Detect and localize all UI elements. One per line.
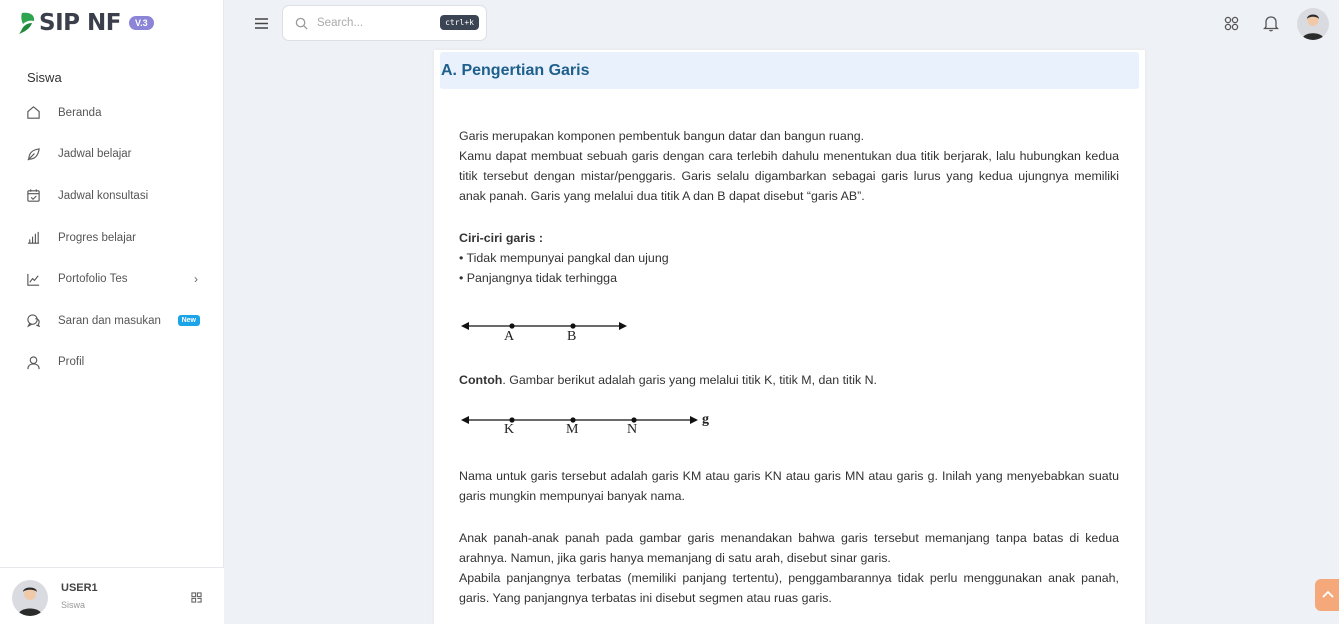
apps-icon[interactable] — [1224, 16, 1239, 31]
logo[interactable] — [18, 10, 154, 36]
version-badge: V.3 — [129, 16, 154, 30]
contoh-rest: . Gambar berikut adalah garis yang melalui titik K, titik M, dan titik N. — [502, 373, 877, 387]
user-icon — [26, 355, 41, 370]
sidebar-item-jadwal-konsultasi[interactable] — [0, 175, 224, 217]
ciri-item: • Tidak mempunyai pangkal dan ujung — [459, 251, 669, 265]
line-kmn-diagram — [459, 390, 1119, 466]
point-label-n: N — [627, 422, 638, 437]
user-role: Siswa — [61, 600, 86, 610]
contoh-text — [459, 370, 1119, 390]
chat-icon — [26, 313, 41, 328]
chevron-up-icon — [1322, 589, 1334, 599]
sidebar — [0, 0, 224, 624]
contoh-bold: Contoh — [459, 373, 503, 387]
line-ab-diagram — [459, 288, 1119, 360]
paragraph-2: Nama untuk garis tersebut adalah garis KM atau garis KN atau garis MN atau garis g. Inilah yang menyebabkan suatu garis mungkin mempunyai banyak nama. — [459, 469, 1119, 503]
menu-toggle-icon[interactable] — [254, 17, 269, 30]
trend-chart-icon — [26, 272, 41, 287]
sidebar-item-saran[interactable] — [0, 300, 224, 342]
sidebar-item-profil[interactable] — [0, 342, 224, 384]
sidebar-section-title: Siswa — [27, 70, 62, 85]
paragraph-3: Anak panah-anak panah pada gambar garis menandakan bahwa garis tersebut memanjang tanpa batas di kedua arahnya. Namun, jika garis hanya memanjang di satu arah, disebut sinar garis. — [459, 531, 1119, 565]
user-footer[interactable] — [0, 567, 224, 624]
sidebar-item-jadwal-belajar[interactable] — [0, 134, 224, 176]
bar-chart-icon — [26, 230, 41, 245]
point-label-a: A — [504, 329, 515, 344]
lesson-body — [459, 126, 1119, 608]
sidebar-item-label: Jadwal belajar — [58, 148, 132, 161]
lesson-card — [434, 50, 1145, 624]
sidebar-item-progres-belajar[interactable] — [0, 217, 224, 259]
point-label-k: K — [504, 422, 515, 437]
paragraph-1: Kamu dapat membuat sebuah garis dengan cara terlebih dahulu menentukan dua titik berjarak, lalu hubungkan kedua titik tersebut dengan mistar/penggaris. Garis selalu digambarkan sebagai garis lurus yang kedua ujungnya memiliki anak panah. Garis yang melalui dua titik A dan B dapat disebut “garis AB”. — [459, 149, 1119, 203]
point-label-b: B — [567, 329, 577, 344]
search-input[interactable]: Search... — [317, 17, 364, 29]
avatar[interactable] — [12, 580, 48, 616]
sidebar-item-portofolio-tes[interactable] — [0, 258, 224, 300]
point-label-m: M — [566, 422, 579, 437]
lesson-header — [440, 52, 1139, 89]
sidebar-menu — [0, 92, 224, 383]
ciri-title: Ciri-ciri garis : — [459, 231, 544, 245]
line-label-g: g — [702, 412, 709, 427]
lesson-title: A. Pengertian Garis — [441, 62, 590, 79]
home-icon — [26, 105, 41, 120]
chevron-right-icon: › — [194, 272, 198, 287]
sidebar-item-label: Progres belajar — [58, 231, 136, 244]
calendar-check-icon — [26, 188, 41, 203]
sidebar-item-label: Saran dan masukan — [58, 314, 161, 327]
header-avatar[interactable] — [1297, 8, 1329, 40]
logo-icon — [18, 11, 36, 35]
brand-name: SIP NF — [39, 10, 121, 36]
paragraph-4: Apabila panjangnya terbatas (memiliki panjang tertentu), penggambarannya tidak perlu menggunakan anak panah, garis. Yang panjangnya terbatas ini disebut segmen atau ruas garis. — [459, 571, 1119, 605]
line-ab-graphic — [459, 288, 659, 360]
sidebar-item-label: Beranda — [58, 106, 102, 119]
sidebar-item-label: Profil — [58, 356, 85, 369]
intro-text: Garis merupakan komponen pembentuk bangun datar dan bangun ruang. — [459, 129, 865, 143]
search-icon — [295, 17, 308, 30]
scroll-to-top-button[interactable] — [1315, 579, 1339, 611]
user-name: USER1 — [61, 582, 98, 594]
new-badge: New — [178, 315, 200, 326]
sidebar-item-label: Portofolio Tes — [58, 273, 128, 286]
notification-bell-icon[interactable] — [1263, 15, 1279, 32]
top-header — [225, 0, 1339, 46]
qr-icon[interactable] — [191, 592, 202, 603]
line-kmn-graphic — [459, 390, 719, 466]
sidebar-item-beranda[interactable] — [0, 92, 224, 134]
sidebar-item-label: Jadwal konsultasi — [58, 189, 149, 202]
ciri-item: • Panjangnya tidak terhingga — [459, 271, 617, 285]
search-box[interactable] — [282, 5, 487, 41]
leaf-icon — [26, 147, 41, 162]
shortcut-badge: ctrl+k — [440, 15, 479, 30]
